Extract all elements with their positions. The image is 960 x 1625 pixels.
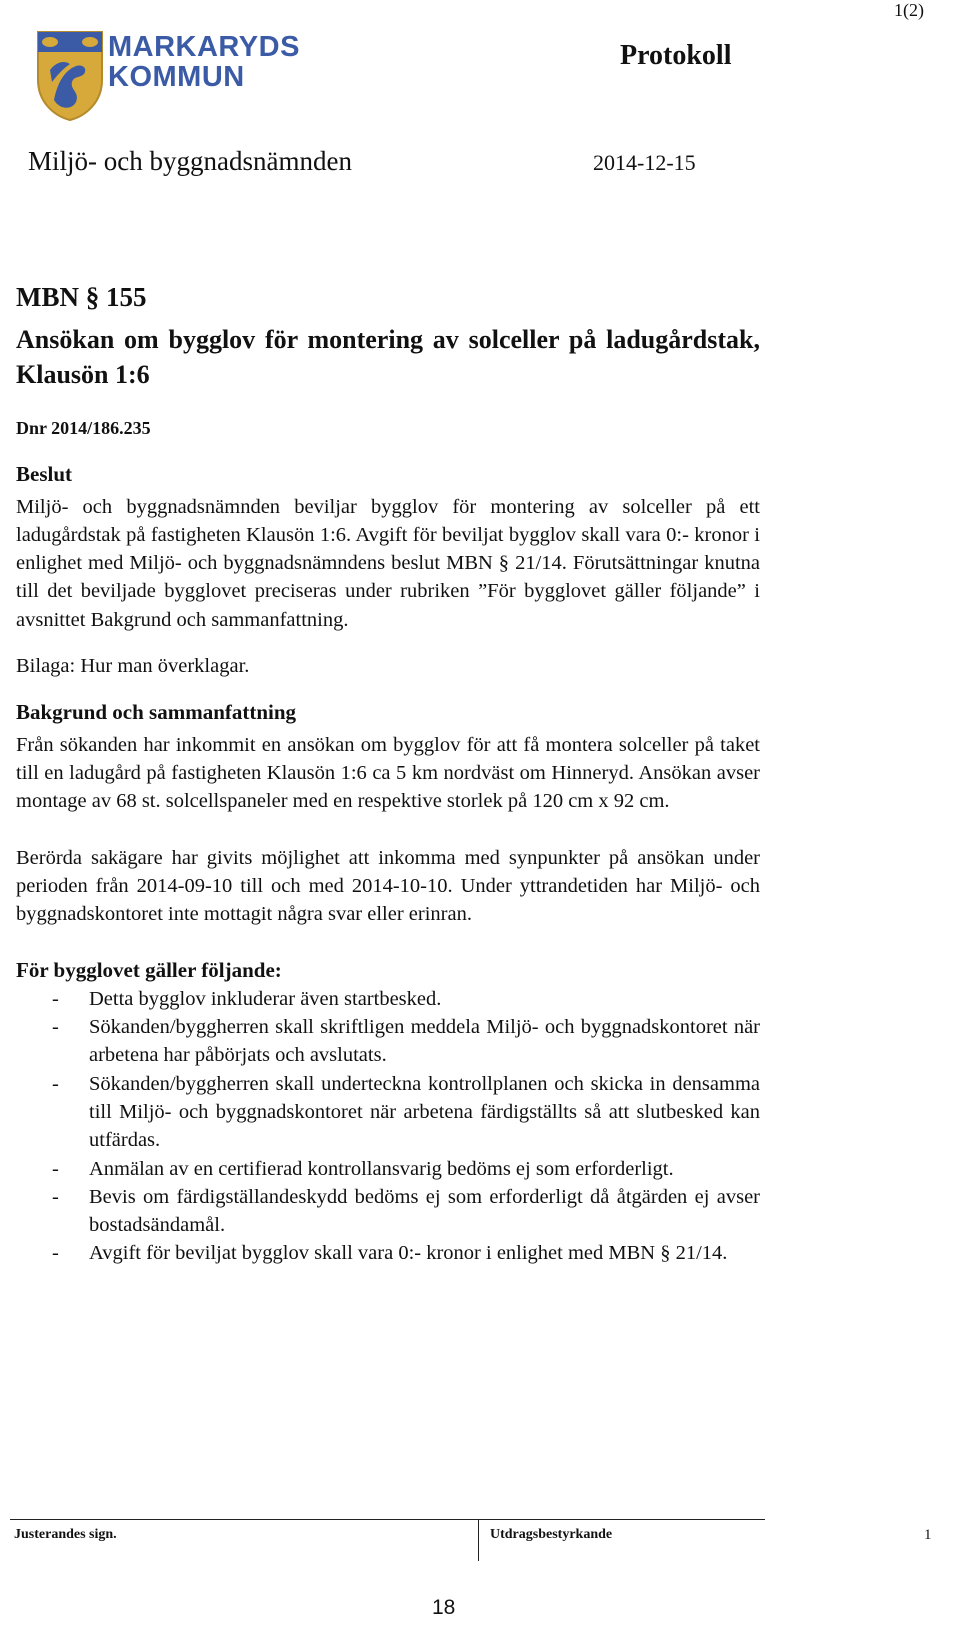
- coat-of-arms-icon: [36, 30, 104, 122]
- list-item: - Sökanden/byggherren skall skriftligen meddela Miljö- och byggnadskontoret när arbetena har påbörjats och avslutats.: [52, 1016, 760, 1067]
- document-title: Ansökan om bygglov för montering av solceller på ladugårdstak, Klausön 1:6: [16, 325, 760, 389]
- paragraph-number: MBN § 155: [16, 282, 147, 312]
- municipality-logo: [36, 30, 336, 126]
- document-date: 2014-12-15: [593, 150, 696, 175]
- conditions-heading: För bygglovet gäller följande:: [16, 958, 282, 983]
- utdragsbestyrkande-label: Utdragsbestyrkande: [490, 1527, 613, 1542]
- bakgrund-paragraph-2: Berörda sakägare har givits möjlighet att inkomma med synpunkter på ansökan under perioden från 2014-09-10 till och med 2014-10-10. Under yttrandetiden har Miljö- och byggnadskontoret inte mottagit några svar eller erinran.: [16, 846, 760, 926]
- document-body: [16, 280, 760, 1268]
- bottom-page-number: 18: [432, 1596, 456, 1619]
- list-item: - Detta bygglov inkluderar även startbesked.: [52, 987, 442, 1010]
- beslut-heading: Beslut: [16, 462, 73, 487]
- bakgrund-heading: Bakgrund och sammanfattning: [16, 700, 297, 725]
- bakgrund-paragraph-1: Från sökanden har inkommit en ansökan om bygglov för att få montera solceller på taket till en ladugård på fastigheten Klausön 1:6 ca 5 km nordväst om Hinneryd. Ansökan avser montage av 68 st. solcellspaneler med en respektive storlek på 120 cm x 92 cm.: [16, 733, 760, 813]
- list-item: - Bevis om färdigställandeskydd bedöms ej som erforderligt då åtgärden ej avser bostadsändamål.: [52, 1185, 760, 1237]
- footer-divider: [10, 1519, 765, 1520]
- logo-line1: MARKARYDS: [108, 31, 300, 63]
- page-indicator: 1(2): [894, 0, 924, 20]
- list-item: - Avgift för beviljat bygglov skall vara 0:- kronor i enlighet med MBN § 21/14.: [52, 1242, 728, 1265]
- committee-name: Miljö- och byggnadsnämnden: [28, 146, 352, 176]
- footer-page-number: 1: [924, 1527, 932, 1543]
- document-type: Protokoll: [620, 40, 732, 71]
- footer-separator: [478, 1519, 479, 1561]
- logo-line2: KOMMUN: [108, 61, 245, 93]
- attachment-note: Bilaga: Hur man överklagar.: [16, 655, 250, 678]
- justerandes-sign-label: Justerandes sign.: [14, 1527, 117, 1542]
- logo-wordmark: [108, 32, 300, 92]
- list-item: - Sökanden/byggherren skall underteckna kontrollplanen och skicka in densamma till Miljö- och byggnadskontoret när arbetena färdigställts så att slutbesked kan utfärdas.: [52, 1072, 760, 1152]
- case-number: Dnr 2014/186.235: [16, 418, 151, 438]
- conditions-list: [16, 985, 760, 1268]
- list-item: - Anmälan av en certifierad kontrollansvarig bedöms ej som erforderligt.: [52, 1157, 674, 1180]
- beslut-text: Miljö- och byggnadsnämnden beviljar bygglov för montering av solceller på ett ladugårdstak på fastigheten Klausön 1:6. Avgift för beviljat bygglov skall vara 0:- kronor i enlighet med Miljö- och byggnadsnämndens beslut MBN § 21/14. Förutsättningar knutna till det beviljade bygglovet preciseras under rubriken ”För bygglovet gäller följande” i avsnittet Bakgrund och sammanfattning.: [16, 495, 760, 631]
